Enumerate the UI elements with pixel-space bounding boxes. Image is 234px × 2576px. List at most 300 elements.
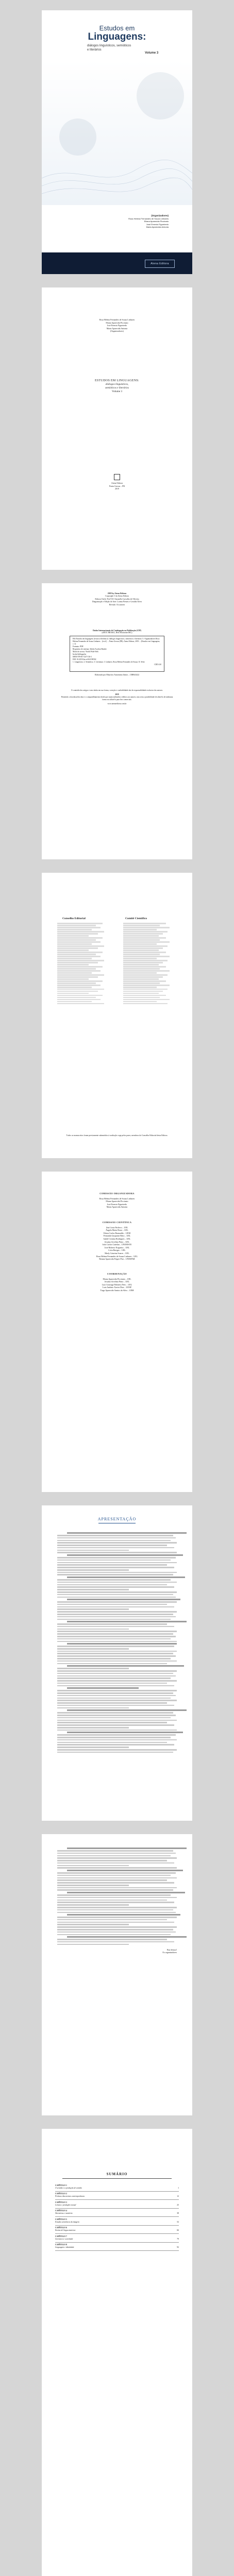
presentation-signature: [162, 1948, 177, 1954]
text-line: [57, 927, 101, 928]
text-line: [123, 935, 159, 937]
text-line: [57, 1872, 176, 1874]
text-line: [67, 1621, 187, 1622]
cover-artwork: [42, 60, 192, 205]
text-line: [123, 929, 157, 930]
presentation-page: [42, 1505, 192, 1821]
text-line: [57, 1941, 174, 1943]
committee-member: Ângela Maria Rossi – UEL: [106, 1229, 128, 1232]
toc-entry-subtitle: Práticas discursivas contemporâneas: [55, 2195, 85, 2198]
text-line: [67, 1577, 186, 1578]
text-line: [123, 952, 166, 953]
cover-subtitle-line1: diálogos linguísticos, semióticos: [87, 44, 131, 47]
text-line: [67, 1687, 139, 1689]
toc-separator: [55, 2225, 179, 2226]
title-page-publisher: [42, 474, 192, 490]
cip-line: 1. Linguística. 2. Semiótica. 3. Literatura. I. Linhares, Rosa Helena Fernandes de Souza. II. Série.: [73, 661, 145, 663]
toc-page-number: 25: [177, 2204, 179, 2206]
text-line: [57, 1673, 173, 1674]
toc-entry[interactable]: [55, 2235, 179, 2241]
scientific-committee-list: [123, 922, 173, 1005]
cover-organizer: Maria Aparecida Antonia: [146, 226, 169, 228]
text-line: [67, 1709, 187, 1711]
cover-organizers: [128, 214, 169, 229]
text-line: [57, 1660, 177, 1662]
cover-organizer: Eliana Aparecida Piccinato: [144, 220, 169, 223]
text-line: [57, 1752, 173, 1753]
text-line: [57, 1616, 176, 1618]
cover-title-line2: Linguagens:: [88, 31, 146, 42]
text-line: [57, 966, 103, 968]
cover-volume: Volume 3: [145, 52, 159, 55]
editorial-board-heading: Conselho Editorial: [62, 917, 86, 920]
text-line: [57, 1900, 167, 1901]
text-line: [57, 1677, 171, 1679]
text-line: [57, 1889, 173, 1891]
text-line: [57, 941, 101, 943]
cip-box: [70, 636, 164, 672]
text-line: [123, 993, 159, 994]
text-line: [57, 1717, 171, 1719]
toc-entry-subtitle: Linguagem e identidade: [55, 2246, 74, 2249]
text-line: [57, 1897, 177, 1899]
text-line: [57, 1540, 171, 1541]
committee-member: Edson Carlos Romualdo – UEM: [104, 1231, 130, 1234]
text-line: [57, 1855, 171, 1857]
cover-footer-bar: [42, 252, 192, 274]
text-line: [123, 997, 160, 998]
text-line: [67, 1732, 183, 1733]
text-line: [57, 1579, 171, 1581]
cover-subtitle: [87, 44, 131, 52]
text-line: [57, 1929, 173, 1930]
text-line: [123, 933, 163, 935]
copyright-line: 2019 by Atena Editora: [107, 592, 127, 595]
text-line: [57, 1668, 129, 1669]
text-line: [123, 954, 160, 955]
book-subtitle: semióticos e literários: [105, 386, 129, 389]
text-line: [57, 935, 89, 937]
text-line: [57, 1569, 129, 1571]
toc-separator: [55, 2233, 179, 2234]
cip-title: [42, 630, 192, 634]
toc-separator: [55, 2191, 179, 2192]
committee-member: Eliana Aparecida Piccinato – UEL: [103, 1277, 131, 1280]
committees-page: [42, 1172, 192, 1492]
text-line: [57, 999, 101, 1001]
copyright-note: O conteúdo dos artigos e seus dados em sua forma, correção e confiabilidade são de responsabilidade exclusiva dos autores.: [71, 689, 163, 691]
copyright-header: [73, 592, 161, 606]
text-line: [123, 999, 170, 1001]
toc-entry[interactable]: [55, 2184, 179, 2190]
author-name: Maria Aparecida Antonia: [106, 327, 128, 330]
text-line: [57, 1653, 173, 1654]
toc-separator: [55, 2250, 179, 2251]
toc-entry-title: CAPÍTULO 2 Práticas discursivas contemporâneas: [55, 2193, 172, 2198]
text-line: [57, 1857, 177, 1859]
text-line: [57, 987, 92, 988]
text-line: [57, 1003, 104, 1005]
copyright-footer: [60, 689, 174, 705]
text-line: [123, 968, 160, 970]
text-line: [123, 950, 159, 951]
text-line: [57, 1692, 173, 1694]
text-line: [57, 968, 96, 970]
toc-separator: [55, 2242, 179, 2243]
text-line: [57, 1698, 171, 1699]
book-title: ESTUDOS EM LINGUAGENS:: [95, 379, 139, 382]
text-line: [57, 1939, 167, 1940]
text-line: [123, 925, 160, 926]
text-line: [57, 1535, 173, 1536]
copyright-line: Copyright © da Atena Editora: [105, 595, 129, 598]
text-line: [57, 964, 89, 965]
toc-list: [55, 2183, 179, 2252]
text-line: [57, 1924, 129, 1925]
text-line: [57, 1702, 167, 1704]
text-line: [57, 1564, 167, 1566]
text-line: [57, 1651, 177, 1652]
committee-member: Rosa Helena Fernandes de Souza Linhares: [99, 1197, 135, 1200]
cover-organizer: José Ernesto Figueiredo: [146, 223, 169, 226]
text-line: [57, 980, 103, 982]
text-line: [57, 923, 103, 924]
text-line: [57, 1887, 177, 1889]
text-line: [57, 1712, 173, 1714]
text-line: [123, 995, 166, 996]
text-line: [57, 1926, 177, 1928]
text-line: [123, 970, 170, 972]
text-line: [57, 1727, 129, 1728]
text-line: [123, 943, 157, 945]
title-page-title: [42, 379, 192, 394]
text-line: [57, 1860, 167, 1861]
toc-page-number: 52: [177, 2221, 179, 2223]
text-line: [57, 1850, 173, 1852]
text-line: [57, 1865, 129, 1867]
cip-line: Requisitos de sistema: Adobe Acrobat Reader: [73, 648, 107, 650]
text-line: [123, 947, 163, 949]
toc-page-number: 12: [177, 2195, 179, 2198]
committee-member: João Carlos Cattelan – UNIOESTE: [102, 1243, 132, 1246]
text-line: [57, 1934, 171, 1936]
text-line: [57, 1631, 177, 1632]
cip-line: Modo de acesso: World Wide Web: [73, 651, 98, 653]
committee-member: Tiago Aparecido Santos da Silva – UEM: [100, 1289, 134, 1292]
text-line: [57, 1909, 173, 1911]
text-line: [123, 972, 157, 974]
author-name: Rosa Helena Fernandes de Souza Linhares: [99, 318, 135, 321]
text-line: [57, 1683, 167, 1684]
text-line: [57, 1582, 177, 1583]
text-line: [57, 1675, 176, 1677]
text-line: [57, 1862, 174, 1864]
signature-name: Os organizadores: [162, 1951, 177, 1954]
committee-member: Maria Aparecida Antonia: [106, 1206, 128, 1209]
text-line: [57, 1567, 174, 1568]
text-line: [57, 1560, 171, 1561]
text-line: [57, 960, 104, 961]
text-line: [57, 1917, 177, 1918]
text-line: [57, 1589, 129, 1590]
toc-separator: [55, 2199, 179, 2200]
presentation-text: [57, 1531, 177, 1754]
text-line: [57, 1715, 176, 1716]
toc-entry[interactable]: [55, 2227, 179, 2232]
text-line: [57, 1586, 174, 1588]
editorial-board-page: [42, 873, 192, 1158]
text-line: [57, 1648, 129, 1650]
toc-entry-title: CAPÍTULO 7 Literatura e sociedade: [55, 2235, 172, 2241]
text-line: [57, 1608, 129, 1610]
text-line: [57, 1902, 174, 1903]
editorial-footer: Todos os manuscritos foram previamente submetidos à avaliação cega pelos pares, membros do Conselho Editorial desta Editora.: [66, 1134, 168, 1137]
toc-entry-subtitle: Ensino de língua materna: [55, 2229, 76, 2232]
text-line: [57, 952, 103, 953]
text-line: [57, 1922, 174, 1923]
text-line: [57, 1744, 174, 1745]
text-line: [57, 1695, 176, 1697]
text-line: [123, 987, 157, 988]
text-line: [57, 958, 92, 959]
text-line: [57, 1537, 176, 1539]
text-line: [57, 978, 89, 980]
text-line: [123, 974, 168, 976]
toc-separator: [55, 2216, 179, 2217]
publisher-name: Atena Editora: [111, 482, 123, 484]
text-line: [57, 956, 101, 957]
text-line: [57, 1853, 176, 1854]
text-line: [57, 1730, 177, 1731]
cover-page: [42, 10, 192, 274]
toc-entry-title: CAPÍTULO 5 Estudos semióticos da imagem: [55, 2218, 172, 2224]
text-line: [57, 1597, 176, 1598]
text-line: [57, 1594, 173, 1596]
text-line: [57, 1737, 171, 1738]
toc-entry-subtitle: Narrativas e memória: [55, 2212, 73, 2215]
toc-separator: [55, 2208, 179, 2209]
text-line: [57, 1562, 177, 1564]
toc-entry-subtitle: Leitura e produção textual: [55, 2204, 76, 2206]
text-line: [123, 937, 166, 939]
presentation-title: APRESENTAÇÃO: [97, 1517, 137, 1521]
committee-member: Marly Catarina Soares – UEL: [105, 1251, 129, 1255]
scientific-committee-heading: Comitê Científico: [125, 917, 147, 920]
text-line: [57, 1680, 177, 1682]
cip-line: CDD 410: [154, 664, 161, 666]
text-line: [57, 1747, 129, 1748]
cover-subtitle-line2: e literários: [87, 48, 102, 52]
coordination-committee: [42, 1273, 192, 1292]
committee-member: Jesuíno Arvelino Pinto – UEL: [104, 1280, 130, 1283]
publisher-url: www.atenaeditora.com.br: [107, 703, 127, 705]
copyright-line: Revisão: Os autores: [109, 603, 125, 606]
text-line: [67, 1936, 187, 1938]
text-line: [57, 1641, 177, 1642]
text-line: [57, 1619, 171, 1620]
text-line: [123, 978, 159, 980]
text-line: [123, 962, 163, 963]
text-line: [57, 970, 101, 972]
cip-heading: Dados Internacionais de Catalogação na Publicação (CIP): [93, 630, 141, 632]
text-line: [57, 1705, 174, 1706]
text-line: [57, 1655, 176, 1657]
text-line: [57, 945, 104, 947]
text-line: [57, 939, 96, 941]
copyright-year: 2019: [115, 693, 119, 696]
text-line: [57, 1882, 174, 1884]
text-line: [57, 1877, 177, 1879]
organizing-committee-heading: COMISSÃO ORGANIZADORA: [99, 1192, 135, 1195]
text-line: [123, 966, 166, 968]
text-line: [67, 1870, 183, 1871]
text-line: [57, 1584, 167, 1586]
text-line: [57, 1606, 174, 1608]
committee-member: Jesuíno Arvelino Pinto – UEL: [104, 1240, 130, 1243]
text-line: [57, 1742, 167, 1743]
book-volume: Volume 3: [112, 390, 122, 393]
signature-label: Boa leitura!: [167, 1948, 177, 1951]
publisher-logo: Atena Editora: [145, 260, 175, 268]
text-line: [123, 927, 170, 928]
text-line: [57, 1722, 167, 1723]
text-line: [57, 1545, 167, 1546]
text-line: [57, 1001, 92, 1003]
text-line: [57, 985, 101, 986]
committee-member: Luiz Gonzaga Palmeira Neto – UEL: [102, 1283, 132, 1286]
committee-member: Eliana Aparecida Piccinato: [106, 1200, 128, 1203]
text-line: [57, 1636, 176, 1637]
scientific-committee-heading: COMISSÃO CIENTÍFICA: [102, 1221, 132, 1224]
text-line: [123, 923, 166, 924]
text-line: [57, 1646, 174, 1647]
text-line: [57, 1749, 177, 1751]
editorial-board-list: [57, 922, 107, 1005]
cip-line: E82 Estudos em linguagens [recurso eletrônico]: diálogos linguísticos, semióticos e literários 3 / Organizadores Rosa Helena Fernandes de Souza Linhares... [et al.]. – Ponta Grossa (PR): Atena Editora, 2019. – (Estudos em Linguagens; v. 3): [73, 638, 160, 645]
toc-entry[interactable]: [55, 2244, 179, 2249]
toc-entry[interactable]: [55, 2210, 179, 2215]
text-line: [57, 1623, 167, 1625]
title-page: [42, 287, 192, 570]
text-line: [57, 1547, 174, 1549]
text-line: [123, 985, 170, 986]
text-line: [123, 958, 157, 959]
toc-entry-subtitle: Literatura e sociedade: [55, 2238, 73, 2240]
text-line: [57, 1739, 177, 1741]
toc-title: SUMÁRIO: [106, 2172, 128, 2176]
text-line: [123, 989, 168, 990]
toc-page-number: 38: [177, 2212, 179, 2215]
text-line: [57, 991, 98, 992]
coordination-heading: COORDENAÇÃO: [107, 1273, 127, 1275]
text-line: [57, 1904, 129, 1906]
text-line: [57, 1591, 177, 1593]
text-line: [67, 1532, 187, 1534]
text-line: [57, 1633, 173, 1635]
cover-organizer: Rosa Helena Fernandes de Souza Linhares: [128, 217, 169, 220]
author-name: Eliana Aparecida Piccinato: [106, 321, 128, 324]
copyright-line: Diagramação e Edição de Arte: Lorena Prestes e Geraldo Alves: [92, 601, 142, 603]
publisher-city: Ponta Grossa – PR: [109, 484, 125, 487]
text-line: [57, 1611, 177, 1613]
text-line: [57, 931, 104, 933]
text-line: [57, 982, 96, 984]
cover-illustration: [42, 60, 192, 205]
text-line: [57, 954, 96, 955]
committee-member: Luiz Antônio Xavier Dias – UENP: [103, 1286, 131, 1289]
book-subtitle: diálogos linguísticos,: [105, 383, 129, 386]
text-line: [57, 989, 104, 990]
text-line: [57, 972, 92, 974]
committee-member: Fernanda Gasparini Brito – UEL: [103, 1234, 131, 1238]
text-line: [57, 1879, 167, 1881]
text-line: [57, 933, 98, 935]
table-of-contents-page: [42, 2129, 192, 2576]
presentation-page-2: [42, 1834, 192, 2115]
scientific-committee: [42, 1221, 192, 1261]
text-line: [57, 1734, 176, 1736]
committee-member: Ana Lúcia Pacheco – UEL: [106, 1226, 128, 1229]
text-line: [57, 974, 104, 976]
text-line: [57, 962, 98, 963]
text-line: [57, 1658, 171, 1659]
text-line: [123, 982, 160, 984]
toc-entry[interactable]: [55, 2201, 179, 2207]
organizing-committee: [42, 1192, 192, 1209]
text-line: [57, 929, 92, 930]
text-line: [123, 956, 170, 957]
text-line: [57, 1670, 177, 1672]
toc-entry-subtitle: Estudos semióticos da imagem: [55, 2221, 79, 2223]
publisher-logo-icon: [114, 474, 120, 480]
title-page-authors: [42, 318, 192, 333]
committee-member: José Ernesto Figueiredo: [107, 1202, 127, 1206]
text-line: [57, 943, 92, 945]
copyright-line: Editora Chefe: Profª Drª Antonella Carvalho de Oliveira: [95, 598, 139, 600]
text-line: [57, 1919, 167, 1921]
copyright-note: Permitido o download da obra e o compartilhamento desde que sejam atribuídos créditos aos autores, mas sem a possibilidade de alterá-la de nenhuma forma ou utilizá-la para fins comerciais.: [61, 696, 173, 701]
toc-page-number: 1: [178, 2187, 179, 2189]
text-line: [123, 980, 166, 982]
text-line: [123, 1003, 168, 1005]
text-line: [67, 1643, 177, 1645]
toc-page-number: 92: [177, 2246, 179, 2249]
toc-entry-subtitle: O sentido e a produção de sentido: [55, 2187, 82, 2189]
text-line: [123, 991, 163, 992]
toc-entry-title: CAPÍTULO 8 Linguagem e identidade: [55, 2244, 172, 2249]
text-line: [123, 964, 159, 965]
text-line: [57, 1552, 177, 1553]
text-line: [57, 1931, 176, 1933]
text-line: [67, 1599, 180, 1600]
committee-member: Isabel Cristina Rodrigues – UEL: [103, 1237, 131, 1240]
text-line: [57, 1557, 176, 1558]
toc-entry[interactable]: [55, 2193, 179, 2198]
committee-member: José Roberto Nogueira – UEL: [104, 1246, 130, 1249]
text-line: [123, 941, 170, 943]
text-line: [57, 993, 89, 994]
publisher-year: 2019: [115, 487, 119, 490]
toc-entry[interactable]: [55, 2218, 179, 2224]
text-line: [123, 960, 168, 961]
toc-rule: [62, 2178, 172, 2179]
text-line: [123, 945, 168, 947]
text-line: [57, 1626, 174, 1628]
cover-title-line1: Estudos em: [99, 24, 135, 32]
cip-line: DOI 10.22533/at.ed.361190502: [73, 658, 96, 660]
authors-role: (Organizadores): [110, 330, 124, 333]
text-line: [57, 1912, 176, 1913]
